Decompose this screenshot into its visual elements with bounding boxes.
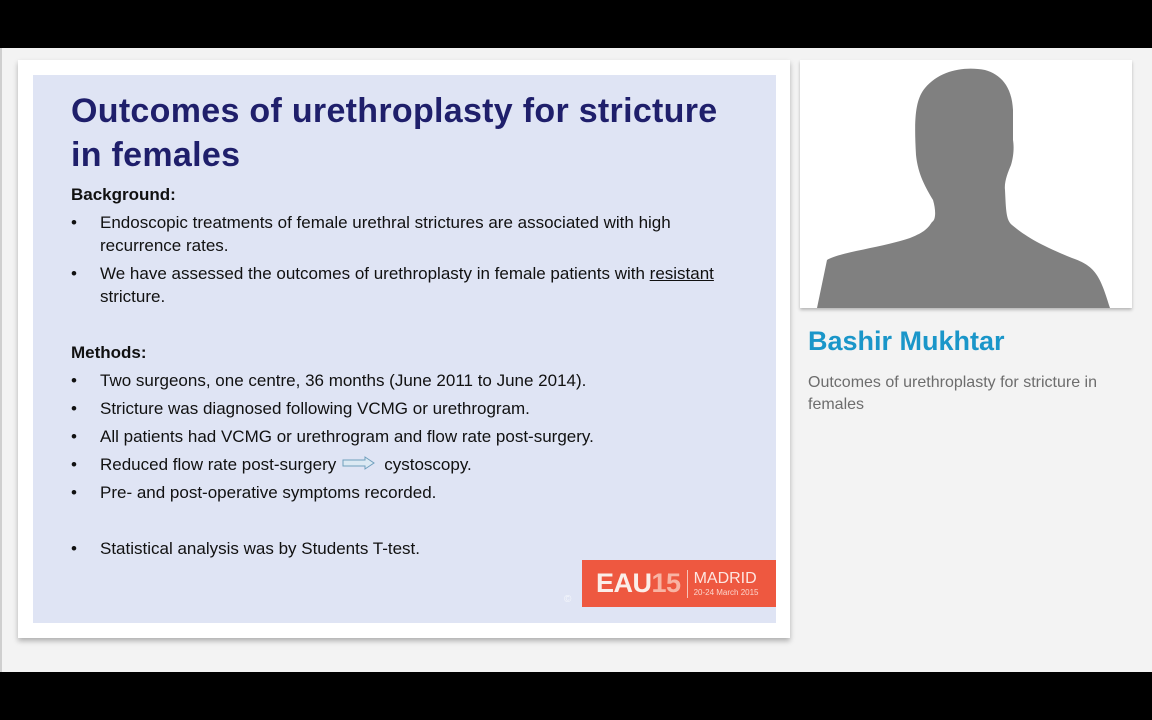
bullet-text: Endoscopic treatments of female urethral strictures are associated with high recurrence rates. <box>100 213 671 255</box>
bullet-dot: • <box>71 264 77 283</box>
methods-bullet-3 <box>71 425 731 448</box>
right-arrow-icon <box>342 453 376 476</box>
background-bullet-1 <box>71 211 731 257</box>
logo-location <box>694 571 759 597</box>
bullet-text-part: cystoscopy. <box>384 455 472 474</box>
slide-frame <box>18 60 790 638</box>
logo-brand <box>596 568 681 599</box>
methods-bullet-4 <box>71 453 731 478</box>
logo-divider <box>687 570 688 598</box>
bullet-dot: • <box>71 483 77 502</box>
eau-congress-logo <box>582 560 776 607</box>
person-silhouette-icon <box>800 60 1132 308</box>
background-heading: Background: <box>71 185 176 204</box>
bullet-text: Pre- and post-operative symptoms recorded. <box>100 483 437 502</box>
logo-city: MADRID <box>693 569 757 587</box>
underlined-word: resistant <box>649 264 714 283</box>
speaker-name: Bashir Mukhtar <box>808 326 1005 356</box>
bullet-dot: • <box>71 371 77 390</box>
bullet-dot: • <box>71 455 77 474</box>
methods-bullet-6 <box>71 537 731 560</box>
bullet-text <box>100 453 731 478</box>
methods-bullet-2 <box>71 397 731 420</box>
logo-brand-text: EAU <box>596 568 652 598</box>
bullet-dot: • <box>71 427 77 446</box>
slide-title: Outcomes of urethroplasty for stricture in females <box>71 92 718 174</box>
speaker-photo <box>800 60 1132 308</box>
methods-heading: Methods: <box>71 343 147 362</box>
bullet-text: Stricture was diagnosed following VCMG or urethrogram. <box>100 399 530 418</box>
bullet-text: Two surgeons, one centre, 36 months (June 2011 to June 2014). <box>100 371 587 390</box>
bullet-dot: • <box>71 399 77 418</box>
bullet-text-part: Reduced flow rate post-surgery <box>100 455 337 474</box>
logo-dates: 20-24 March 2015 <box>693 587 759 597</box>
methods-bullet-1 <box>71 369 731 392</box>
copyright-mark: © <box>564 594 572 605</box>
video-player-stage <box>0 48 1152 672</box>
presentation-slide <box>33 75 776 623</box>
bullet-text-part: stricture. <box>100 287 166 306</box>
bullet-text: Statistical analysis was by Students T-test. <box>100 539 420 558</box>
left-border <box>0 48 2 672</box>
bullet-dot: • <box>71 539 77 558</box>
bullet-text <box>100 262 731 308</box>
bullet-text-part: We have assessed the outcomes of urethroplasty in female patients with <box>100 264 645 283</box>
bullet-text: All patients had VCMG or urethrogram and flow rate post-surgery. <box>100 427 594 446</box>
methods-bullet-5 <box>71 481 731 504</box>
talk-title: Outcomes of urethroplasty for stricture in females <box>808 374 1097 413</box>
background-bullet-2 <box>71 262 731 308</box>
bullet-dot: • <box>71 213 77 232</box>
logo-year: 15 <box>651 568 681 598</box>
